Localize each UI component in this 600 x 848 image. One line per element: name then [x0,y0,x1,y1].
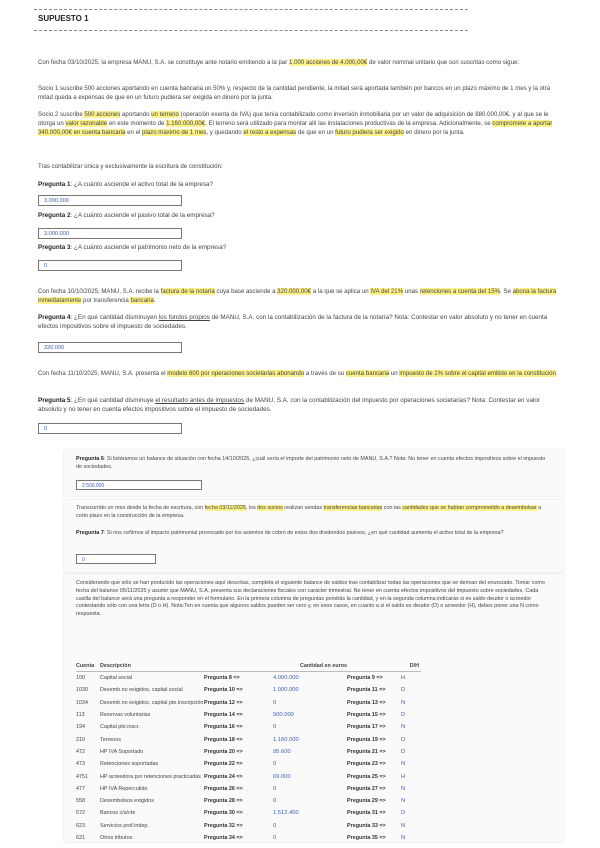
text: a través de su [304,370,346,377]
amount-question-label: Pregunta 18 => [204,736,243,743]
highlight: transferencias bancarias [323,505,383,511]
balance-body [76,672,421,845]
highlight: cantidades que se habían comprometido a desembolsar [402,505,537,511]
dh-answer[interactable]: H [401,675,406,682]
highlight: plazo máximo de 1 mes [142,128,207,136]
amount-question-label: Pregunta 34 => [204,835,243,841]
question-4 [38,313,562,331]
amount-answer[interactable]: 0 [272,785,277,792]
text: Con fecha 11/10/2025, MANU, S.A. presenta el [38,370,168,377]
text: , y quedando [206,128,244,136]
dh-answer[interactable]: D [401,748,406,755]
dh-answer[interactable]: N [401,724,406,731]
account-description: Servicios prof.indep. [100,822,149,829]
text: en este momento de [107,119,167,127]
highlight: el resto a expensas [243,128,297,136]
text: Con fecha 03/10/2025, la empresa MANU, S.A. se constituye ante notario emitiendo a la par [38,59,290,66]
highlight: impuesto de 1% sobre el capital emitido en la constitución [399,370,556,377]
amount-answer[interactable]: 95.600 [272,748,291,755]
amount-answer[interactable]: 0 [272,835,277,841]
highlight: fecha 03/11/2025 [204,505,246,511]
question-3 [38,243,562,252]
question-text: : ¿En qué cantidad disminuyen [70,314,159,321]
dh-question-label: Pregunta 11 => [347,687,386,694]
dh-question-label: Pregunta 15 => [347,712,386,719]
account-description: Capital social [100,675,133,682]
top-divider [34,9,468,10]
dh-answer[interactable]: D [401,687,406,694]
header-cantidad: Cantidad en euros [204,661,347,672]
highlight: IVA del 21% [370,288,404,295]
amount-question-label: Pregunta 16 => [204,724,243,731]
text: Socio 2 suscribe [38,111,85,118]
text: , los [245,505,258,511]
answer-input-6[interactable]: 2.500.000 [76,480,202,490]
amount-question-label: Pregunta 26 => [204,785,243,792]
paragraph-transfers [76,505,552,521]
highlight: un terreno [151,111,179,118]
question-text: : ¿A cuánto asciende el patrimonio neto de la empresa? [70,244,227,251]
account-code: 472 [76,748,85,755]
text: . [153,296,156,304]
dh-question-label: Pregunta 31 => [347,810,386,817]
highlight: modelo 600 por operaciones societarias abonando [167,370,305,377]
text: de que en un [296,128,336,136]
dh-answer[interactable]: N [401,835,406,841]
question-label: Pregunta 7 [76,530,104,536]
account-description: HP acreedora por retenciones practicadas [100,773,201,780]
amount-answer[interactable]: 0 [272,822,277,829]
highlight: 320.000,00€ [277,288,312,295]
account-code: 113 [76,712,85,719]
text: (operación exenta de IVA) que tenía contabilizado como inversión inmobiliaria por un valor de adquisición de 880.000,00€, y al que se le otorga un [38,111,549,127]
amount-question-label: Pregunta 28 => [204,798,243,805]
account-code: 473 [76,761,85,768]
highlight: cuenta bancaria [345,370,390,377]
amount-answer[interactable]: 0 [272,798,277,805]
account-code: 4751 [76,773,88,780]
question-7 [76,530,552,538]
account-description: Retenciones soportadas [100,761,159,768]
account-code: 631 [76,835,85,841]
table-row [76,746,421,758]
highlight: 1.000 acciones de 4.000,00€ [289,59,368,66]
table-row [76,709,421,721]
highlight: futuro pudiera ser exigido [335,128,404,136]
answer-input-2[interactable]: 3.000.000 [38,228,182,239]
highlight: compromete a aportar 340.000,00€ en cuenta bancaria [38,119,553,136]
dh-question-label: Pregunta 35 => [347,835,386,841]
paragraph-socio-1: Socio 1 suscribe 500 acciones aportando en cuenta bancaria un 50% y, respecto de la cantidad pendiente, la mitad será aportada también por bancos en un plazo máximo de 1 mes y la otra mitad queda a expensas de que en un futuro pudiera ser exigida en dinero por la junta. [38,85,551,101]
highlight: retenciones a cuenta del 15% [419,288,501,295]
balance-header-row [76,661,421,672]
amount-question-label: Pregunta 22 => [204,761,243,768]
title-divider [34,30,468,31]
table-row [76,807,421,819]
amount-question-label: Pregunta 12 => [204,699,243,706]
dh-question-label: Pregunta 33 => [347,822,386,829]
account-description: Desemb.no exigidos, capital pte.inscripción [100,699,204,706]
account-description: Bancos c/a/cte [100,810,136,817]
dh-question-label: Pregunta 21 => [347,748,386,755]
paragraph-modelo-600 [38,370,562,379]
question-label: Pregunta 5 [38,397,71,404]
table-row [76,684,421,696]
amount-answer[interactable]: 4.000.000 [272,675,299,682]
dh-answer[interactable]: D [401,736,406,743]
amount-question-label: Pregunta 14 => [204,712,243,719]
underlined-text: el resultado antes de impuestos [155,397,245,404]
text: . El terreno será utilizado para montar allí las instalaciones productivas de la empresa. Adicionalmente, se [205,119,493,127]
amount-question-label: Pregunta 8 => [204,675,240,682]
account-code: 1030 [76,687,88,694]
text: . Se [500,288,513,295]
answer-input-4[interactable]: 320.000 [38,342,182,353]
question-6 [76,456,552,472]
dh-answer[interactable]: N [401,699,406,706]
text: cuya base asciende a [214,288,278,295]
question-text: : ¿A cuánto asciende el pasivo total de la empresa? [70,212,215,219]
text: a la que se aplica un [311,288,371,295]
dh-answer[interactable]: N [401,822,406,829]
dh-answer[interactable]: H [401,773,406,780]
answer-input-5[interactable]: 0 [38,423,182,434]
amount-answer[interactable]: 69.000 [272,773,291,780]
table-row [76,697,421,709]
paragraph-constitution [38,59,562,68]
dh-answer[interactable]: D [401,810,406,817]
text: unas [403,288,420,295]
answer-input-3[interactable]: 0 [38,260,182,271]
account-description: HP IVA Repercutido [100,785,148,792]
question-2 [38,211,562,220]
dh-answer[interactable]: N [401,785,406,792]
question-5 [38,396,562,414]
account-code: 558 [76,798,85,805]
amount-answer[interactable]: 0 [272,724,277,731]
text: de valor nominal unitario que son suscritas como sigue: [367,59,520,66]
table-row [76,832,421,844]
text: . [555,370,558,377]
question-1 [38,180,562,189]
amount-answer[interactable]: 1.512.400 [272,810,299,817]
account-description: Capital pte.inscr. [100,724,140,731]
underlined-text: los fondos propios [158,314,210,321]
amount-answer[interactable]: 1.000.000 [272,687,299,694]
answer-input-1[interactable]: 3.000.000 [38,195,182,206]
header-dh: D/H [347,661,421,672]
table-row [76,783,421,795]
account-code: 572 [76,810,85,817]
paragraph-balance-instructions: Considerando que sólo se han producido las operaciones aquí descritas, completa el siguiente balance de saldos tras contabilizar todas las operaciones que se derivan del enunciado. Tomar como fecha del balance 05/11/2025 y asumir que MANU, S.A. presenta sus declaraciones fiscales con carácter trimestral. No tener en cuenta efectos impositivos del impuesto sobre sociedades. Cada casilla del balance será una pregunta a responder en el formulario. En la primera columna de preguntas pondrás la cantidad, y en la segunda columna indicarás si es saldo deudor o acreedor contestando sólo con una letra (D o H). Nota:Ten en cuenta que algunos saldos pueden ser cero y, en esos casos, en cuanto a si el saldo es deudor (D) o acreedor (H), debes poner una N como respuesta. [76,580,545,618]
text: Transcurrido un mes desde la fecha de escritura, con [76,505,205,511]
amount-question-label: Pregunta 20 => [204,748,243,755]
table-row [76,758,421,770]
account-description: HP IVA Soportado [100,748,144,755]
dh-question-label: Pregunta 27 => [347,785,386,792]
question-label: Pregunta 3 [38,244,71,251]
dh-question-label: Pregunta 19 => [347,736,386,743]
account-code: 477 [76,785,85,792]
question-label: Pregunta 4 [38,314,71,321]
dh-answer[interactable]: N [401,761,406,768]
account-description: Terrenos [100,736,121,743]
dh-question-label: Pregunta 25 => [347,773,386,780]
account-description: Reservas voluntarias [100,712,151,719]
dh-question-label: Pregunta 23 => [347,761,386,768]
account-code: 623 [76,822,85,829]
amount-answer[interactable]: 1.160.000 [272,736,299,743]
dh-question-label: Pregunta 9 => [347,675,383,682]
table-row [76,820,421,832]
amount-question-label: Pregunta 32 => [204,822,243,829]
question-text: de MANU, S.A. con la contabilización de la factura de la notaría? Nota: Contestar en valor absoluto y no tener en cuenta efectos impositivos sobre el impuesto de sociedades. [38,314,548,330]
question-label: Pregunta 1 [38,181,71,188]
dh-question-label: Pregunta 29 => [347,798,386,805]
paragraph-instruction: Tras contabilizar única y exclusivamente la escritura de constitución: [38,163,223,170]
question-text: de MANU, S.A. con la contabilización del impuesto por operaciones societarias? Nota: Contestar en valor absoluto y no tener en cuenta efectos impositivos sobre el impuesto de sociedades. [38,397,540,413]
amount-answer[interactable]: 0 [272,761,277,768]
highlight: valor razonable [65,119,108,127]
table-row [76,721,421,733]
highlight: 500 acciones [84,111,121,118]
question-label: Pregunta 2 [38,212,71,219]
amount-question-label: Pregunta 24 => [204,773,243,780]
table-row [76,672,421,685]
dh-question-label: Pregunta 13 => [347,699,386,706]
text: en dinero por la junta. [403,128,465,136]
account-code: 100 [76,675,85,682]
answer-input-7[interactable]: 0 [76,554,156,564]
question-text: : Si listáramos un balance de situación con fecha 14/10/2025, ¿cuál sería el importe del patrimonio neto de MANU, S.A.? Nota: No tener en cuenta efectos impositivos sobre el impuesto de sociedades. [76,456,546,470]
table-row [76,770,421,782]
amount-answer[interactable]: 0 [272,699,277,706]
question-text: : ¿A cuánto asciende el activo total de la empresa? [70,181,214,188]
text: un [389,370,400,377]
balance-table [76,661,421,844]
account-description: Desembolsos exigidos [100,798,154,805]
paragraph-notary-invoice [38,288,562,306]
dh-answer[interactable]: D [401,712,406,719]
header-descripcion: Descripción [100,661,204,672]
text: a corto plazo en la construcción de la empresa. [76,505,542,519]
table-row [76,795,421,807]
text: realizan sendas [282,505,324,511]
amount-question-label: Pregunta 30 => [204,810,243,817]
account-code: 1034 [76,699,88,706]
question-text: : ¿En qué cantidad disminuye [70,397,156,404]
header-cuenta: Cuenta [76,661,100,672]
dh-answer[interactable]: N [401,798,406,805]
table-row [76,733,421,745]
account-code: 210 [76,736,85,743]
account-code: 194 [76,724,85,731]
question-text: : Si nos ceñimos al impacto patrimonial provocado por los asientos de cobro de estos dos dividendos pasivos, ¿en qué cantidad aumenta el activo total de la empresa? [103,530,504,536]
dh-question-label: Pregunta 17 => [347,724,386,731]
highlight: bancaria [130,296,154,304]
amount-answer[interactable]: 500.000 [272,712,294,719]
account-description: Desemb.no exigidos, capital social [100,687,183,694]
paragraph-socio-2 [38,111,562,137]
page-title: SUPUESTO 1 [38,14,89,23]
highlight: dos socios [257,505,283,511]
text: aportando [120,111,152,118]
question-label: Pregunta 6 [76,456,104,462]
text: por transferencia [81,296,131,304]
amount-question-label: Pregunta 10 => [204,687,243,694]
highlight: abona la factura inmediatamente [38,288,557,304]
text: Con fecha 10/10/2025, MANU, S.A. recibe la [38,288,161,295]
highlight: factura de la notaría [160,288,215,295]
highlight: 1.160.000,00€ [166,119,206,127]
text: con las [382,505,403,511]
account-description: Otros tributos [100,835,133,841]
text: en el [125,128,143,136]
